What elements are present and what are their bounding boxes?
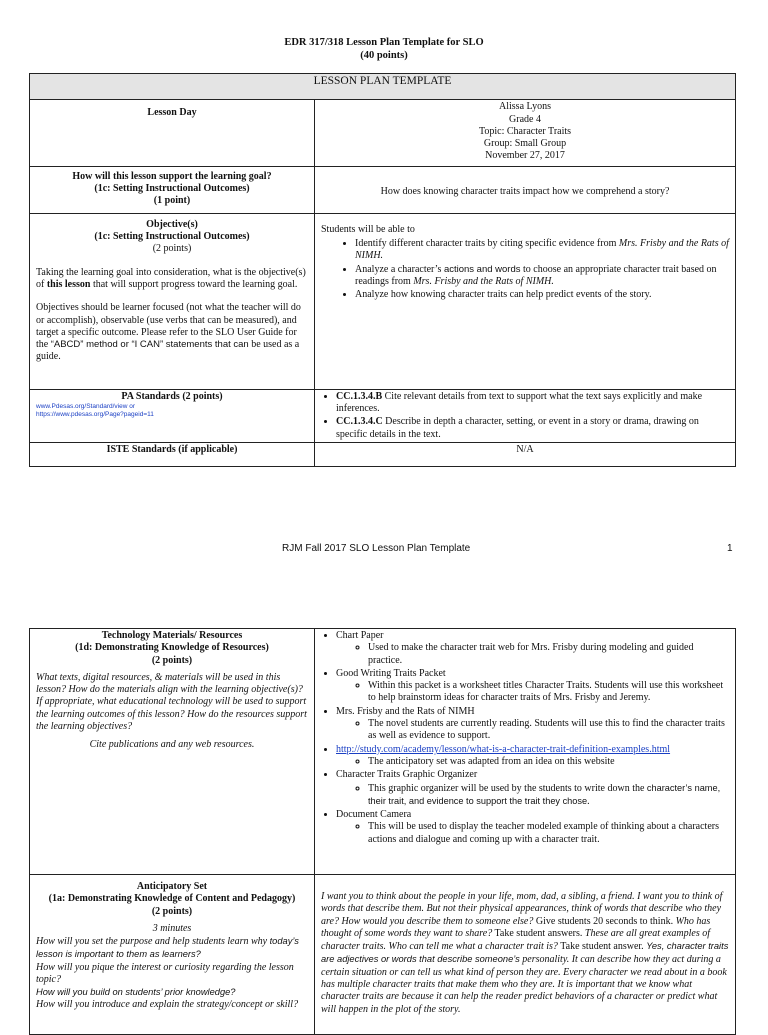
tech-points: (2 points) (151, 654, 193, 666)
pa-standards-title: PA Standards (2 points) (121, 390, 223, 402)
objectives-prompt-1: Taking the learning goal into consideration, what is the objective(s) of this lesson that will support progress toward the learning goal. (36, 266, 306, 290)
pdesas-link[interactable]: www.Pdesas.org/Standard/view or (36, 403, 135, 411)
study-com-link[interactable]: http://study.com/academy/lesson/what-is-a-character-trait-definition-examples.html (336, 743, 671, 755)
iste-standards-value: N/A (315, 442, 736, 466)
resource-item (336, 744, 729, 769)
objectives-intro: Students will be able to (321, 223, 415, 235)
tech-resources-content (315, 629, 736, 875)
grade: Grade 4 (509, 113, 541, 125)
date: November 27, 2017 (485, 150, 565, 162)
topic: Topic: Character Traits (478, 125, 572, 137)
tech-cite: Cite publications and any web resources. (89, 739, 255, 751)
resource-item: • Chart Paper ◦ Used to make the character trait web for Mrs. Frisby during modeling and guided practice. (336, 630, 729, 667)
anticipatory-set-label (30, 875, 315, 1035)
resource-item: • Character Traits Graphic Organizer ◦ This graphic organizer will be used by the students to write down the character’s name, their trait, and evidence to support the trait they chose. (336, 769, 729, 808)
standard-item: • CC.1.3.4.B Cite relevant details from text to support what the text says explicitly and make inferences. (336, 391, 729, 416)
resource-detail: ◦ Within this packet is a worksheet titles Character Traits. Students will use this worksheet to help brainstorm ideas for character traits of Mrs. Frisby and Jeremy. (368, 680, 729, 705)
objectives-label (30, 213, 315, 389)
anticipatory-points: (2 points) (151, 905, 193, 917)
lesson-day-info (315, 100, 736, 166)
objectives-title: Objective(s) (146, 218, 198, 230)
learning-goal-label (30, 166, 315, 213)
anticipatory-q3: How will you build on students’ prior knowledge? (36, 987, 236, 998)
page-number: 1 (727, 543, 733, 554)
tech-resources-label (30, 629, 315, 875)
resource-detail: ◦ The anticipatory set was adapted from an idea on this website (368, 756, 729, 768)
anticipatory-q1: How will you set the purpose and help students learn why today’s lesson is important to them as learners? (36, 936, 299, 960)
anticipatory-set-content (315, 875, 736, 1035)
resource-detail: ◦ This will be used to display the teacher modeled example of thinking about a characters actions and dialogue and coming up with a character trait. (368, 821, 729, 846)
teacher-name: Alissa Lyons (499, 101, 551, 113)
resource-detail: ◦ This graphic organizer will be used by the students to write down the character’s name, their trait, and evidence to support the trait they chose. (368, 782, 729, 809)
learning-goal-domain: (1c: Setting Instructional Outcomes) (94, 183, 250, 195)
anticipatory-time: 3 minutes (152, 922, 192, 934)
anticipatory-title: Anticipatory Set (136, 881, 208, 892)
document-title: EDR 317/318 Lesson Plan Template for SLO (284, 37, 484, 48)
standard-item: • CC.1.3.4.C Describe in depth a character, setting, or event in a story or drama, drawing on specific details in the text. (336, 416, 729, 441)
objective-item: • Analyze how knowing character traits can help predict events of the story. (355, 289, 729, 301)
resource-item: • Document Camera ◦ This will be used to display the teacher modeled example of thinking about a characters actions and dialogue and coming up with a character trait. (336, 809, 729, 846)
objectives-content (315, 213, 736, 389)
resource-detail: ◦ The novel students are currently reading. Students will use this to find the character traits as well as evidence to support. (368, 718, 729, 743)
tech-prompt: What texts, digital resources, & materials will be used in this lesson? How do the materials align with the learning objective(s)? If appropriate, what educational technology will be used to support the learning outcomes of this lesson? How do the resources support the learning objectives? (36, 671, 307, 733)
objective-item: • Identify different character traits by citing specific evidence from Mrs. Frisby and the Rats of NIMH. (355, 238, 729, 263)
resource-item: • Mrs. Frisby and the Rats of NIMH ◦ The novel students are currently reading. Students will use this to find the character traits as well as evidence to support. (336, 706, 729, 743)
anticipatory-domain: (1a: Demonstrating Knowledge of Content and Pedagogy) (48, 893, 296, 905)
lesson-plan-table-bottom (29, 628, 736, 1035)
pa-standards-content (315, 389, 736, 442)
objectives-prompt-2: Objectives should be learner focused (not what the teacher will do or accomplish), observable (use verbs that can be measured), and target a specific outcome. Please refer to the SLO User Guide for the “ABCD” method or “I CAN” statements that can be used as a guide. (36, 302, 301, 363)
learning-goal-question: How will this lesson support the learning goal? (72, 170, 272, 182)
footer-text: RJM Fall 2017 SLO Lesson Plan Template (282, 543, 471, 554)
anticipatory-script: I want you to think about the people in your life, mom, dad, a sibling, a friend. I want you to think of words that describe them. But not their physical appearances, think of words that describe who they are? How would you describe them to someone else? Give students 20 seconds to think. Who has thought of some words they want to share? Take student answers. These are all great examples of character traits. Who can tell me what a character trait is? Take student answer. Yes, character traits are adjectives or words that describe someone’s personality. It can describe how they act during a certain situation or can tell us what kind of person they are. Every character we read about in a book has multiple character traits that make them who they are. It is important that we know what character traits are because it can help the reader predict behaviors of a character or predict what will happen in the plot of the story. (321, 891, 729, 1015)
document-points: (40 points) (360, 50, 408, 61)
objectives-domain: (1c: Setting Instructional Outcomes) (94, 231, 250, 243)
objective-item: • Analyze a character’s actions and words to choose an appropriate character trait based on readings from Mrs. Frisby and the Rats of NIMH. (355, 264, 729, 289)
resource-detail: ◦ Used to make the character trait web for Mrs. Frisby during modeling and guided practice. (368, 642, 729, 667)
lesson-plan-table-top (29, 73, 736, 467)
anticipatory-q2: How will you pique the interest or curiosity regarding the lesson topic? (36, 961, 294, 986)
lesson-plan-banner: LESSON PLAN TEMPLATE (30, 74, 736, 100)
lesson-day-label: Lesson Day (30, 100, 315, 166)
pa-standards-label (30, 389, 315, 442)
group: Group: Small Group (483, 138, 567, 150)
learning-goal-points: (1 point) (153, 195, 191, 207)
pdesas-page-link[interactable]: https://www.pdesas.org/Page?pageid=11 (36, 411, 154, 419)
iste-standards-label: ISTE Standards (if applicable) (30, 442, 315, 466)
learning-goal-answer: How does knowing character traits impact how we comprehend a story? (315, 166, 736, 213)
tech-title: Technology Materials/ Resources (101, 630, 243, 641)
resource-item: • Good Writing Traits Packet ◦ Within this packet is a worksheet titles Character Traits. Students will use this worksheet to help brainstorm ideas for character traits of Mrs. Frisby and Jeremy. (336, 668, 729, 705)
anticipatory-q4: How will you introduce and explain the strategy/concept or skill? (36, 998, 299, 1010)
tech-domain: (1d: Demonstrating Knowledge of Resources) (75, 642, 269, 654)
objectives-points: (2 points) (152, 243, 192, 255)
